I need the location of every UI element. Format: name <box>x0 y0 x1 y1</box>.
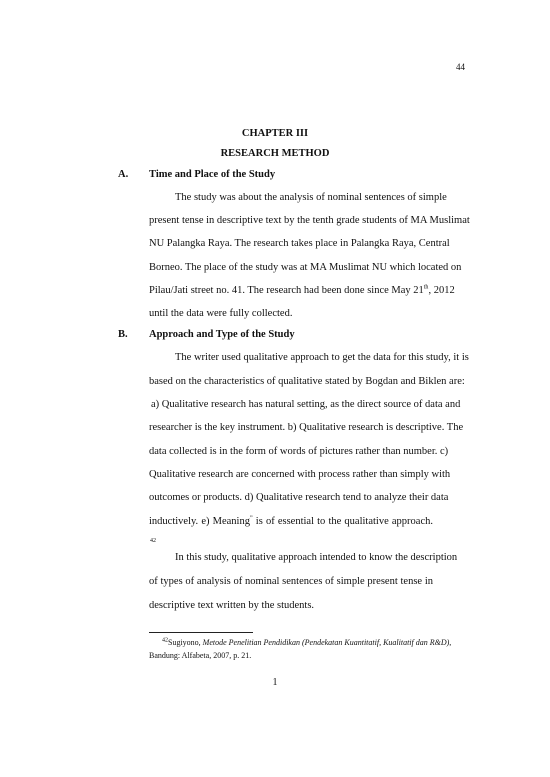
footnote-divider <box>149 632 253 633</box>
section-b-letter: B. <box>118 329 128 340</box>
quote-mark: ” <box>249 515 253 522</box>
bottom-page-number: 1 <box>272 677 278 688</box>
paragraph-line: The study was about the analysis of nominal sentences of simple <box>175 192 447 203</box>
paragraph-line: descriptive text written by the students. <box>149 600 315 611</box>
paragraph-line: a) Qualitative research has natural setting, as the direct source of data and <box>151 399 461 410</box>
section-a-letter: A. <box>118 169 129 180</box>
paragraph-line: outcomes or products. d) Qualitative research tend to analyze their data <box>149 492 449 503</box>
paragraph-line: researcher is the key instrument. b) Qualitative research is descriptive. The <box>149 422 464 433</box>
paragraph-line: of types of analysis of nominal sentences of simple present tense in <box>149 576 433 587</box>
paragraph-line: data collected is in the form of words of pictures rather than number. c) <box>149 446 449 457</box>
footnote-text-line-2: Bandung: Alfabeta, 2007, p. 21. <box>149 651 252 660</box>
chapter-heading: CHAPTER III <box>241 128 309 139</box>
chapter-title: RESEARCH METHOD <box>220 148 330 159</box>
paragraph-line: present tense in descriptive text by the tenth grade students of MA Muslimat <box>149 215 470 226</box>
footnote-number: 42 <box>162 637 168 644</box>
paragraph-line: inductively. e) Meaning” is of essential to the qualitative approach. <box>149 515 433 527</box>
paragraph-line: Borneo. The place of the study was at MA Muslimat NU which located on <box>149 262 462 273</box>
paragraph-line: Pilau/Jati street no. 41. The research had been done since May 21th, 2012 <box>149 284 455 296</box>
top-page-number: 44 <box>456 62 465 72</box>
paragraph-line: based on the characteristics of qualitative stated by Bogdan and Biklen are: <box>149 376 465 387</box>
paragraph-line: Qualitative research are concerned with process rather than simply with <box>149 469 451 480</box>
section-b-title: Approach and Type of the Study <box>149 329 295 340</box>
ordinal-suffix: th <box>423 284 429 291</box>
section-a-title: Time and Place of the Study <box>149 169 276 180</box>
paragraph-line: NU Palangka Raya. The research takes place in Palangka Raya, Central <box>149 238 450 249</box>
footnote-text: $^{42}$Sugiyono, Metode Penelitian Pendidikan (Pendekatan Kuantitatif, Kualitatif dan R&D), <box>162 637 452 647</box>
paragraph-line: until the data were fully collected. <box>149 308 293 319</box>
footnote-reference: 42 <box>150 538 156 544</box>
paragraph-line: The writer used qualitative approach to get the data for this study, it is <box>175 352 469 363</box>
footnote-book-title: Metode Penelitian Pendidikan (Pendekatan Kuantitatif, Kualitatif dan R&D) <box>202 638 450 647</box>
paragraph-line: In this study, qualitative approach intended to know the description <box>175 552 458 563</box>
